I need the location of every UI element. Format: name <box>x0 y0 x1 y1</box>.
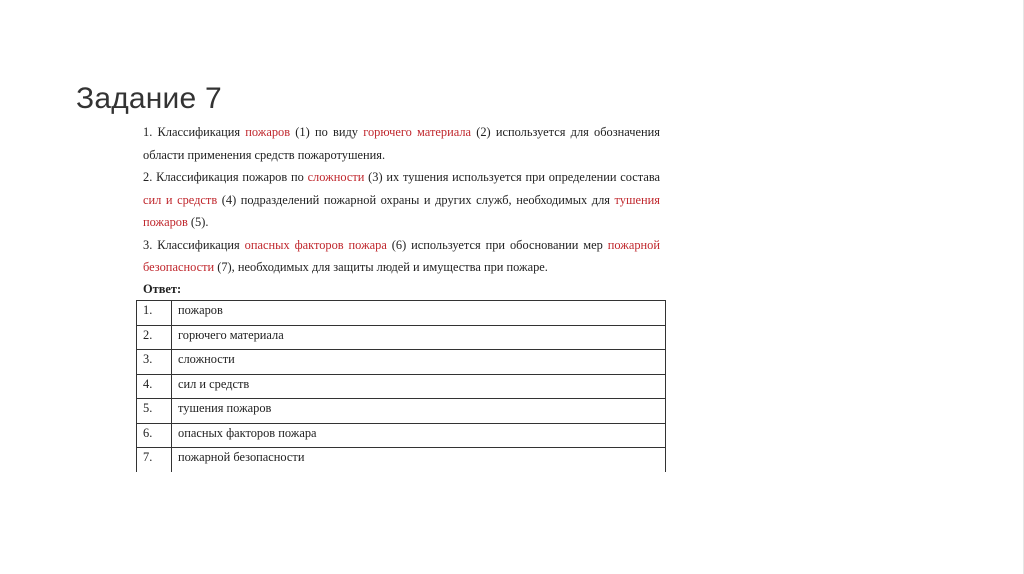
p1-highlight-1: пожаров <box>245 125 291 139</box>
answer-text: сложности <box>172 350 666 375</box>
answer-text: тушения пожаров <box>172 399 666 424</box>
answer-number: 5. <box>137 399 172 424</box>
answer-number: 1. <box>137 301 172 326</box>
paragraph-1 <box>143 121 660 166</box>
p3-highlight-2: пожарной безопасности <box>143 237 660 274</box>
p2-highlight-3: тушения пожаров <box>143 192 660 229</box>
table-row <box>137 399 666 424</box>
answer-text: горючего материала <box>172 325 666 350</box>
p1-text-3: (2) используется для обозначения области применения средств пожаротушения. <box>143 125 660 162</box>
table-crop-edge <box>136 476 667 478</box>
answer-number: 6. <box>137 423 172 448</box>
task-document <box>143 121 660 299</box>
paragraph-3 <box>143 234 660 279</box>
table-row <box>137 301 666 326</box>
table-row <box>137 350 666 375</box>
table-row <box>137 325 666 350</box>
answer-label: Ответ: <box>143 281 182 296</box>
p2-text-1: 2. Классификация пожаров по <box>143 170 308 184</box>
p2-highlight-2: сил и средств <box>143 192 218 207</box>
p3-highlight-1: опасных факторов пожара <box>244 237 387 252</box>
p3-text-1: 3. Классификация <box>143 237 245 252</box>
answer-number: 4. <box>137 374 172 399</box>
answer-number: 7. <box>137 448 172 472</box>
table-row <box>137 448 666 472</box>
answer-text: пожарной безопасности <box>172 448 666 472</box>
p1-highlight-2: горючего материала <box>363 125 472 139</box>
p2-text-4: (5). <box>187 215 209 229</box>
p1-text-2: (1) по виду <box>290 125 364 139</box>
p3-text-3: (7), необходимых для защиты людей и имущества при пожаре. <box>214 260 548 274</box>
p2-highlight-1: сложности <box>307 170 365 184</box>
table-row <box>137 423 666 448</box>
p3-text-2: (6) используется при обосновании мер <box>386 237 608 252</box>
answers-table <box>136 300 666 472</box>
p2-text-2: (3) их тушения используется при определении состава <box>364 170 661 184</box>
answer-text: опасных факторов пожара <box>172 423 666 448</box>
answer-number: 2. <box>137 325 172 350</box>
p1-text-1: 1. Классификация <box>143 125 246 139</box>
answer-text: пожаров <box>172 301 666 326</box>
table-row <box>137 374 666 399</box>
answer-text: сил и средств <box>172 374 666 399</box>
paragraph-2 <box>143 166 660 234</box>
p2-text-3: (4) подразделений пожарной охраны и других служб, необходимых для <box>217 192 615 207</box>
answer-number: 3. <box>137 350 172 375</box>
slide-title: Задание 7 <box>76 82 222 116</box>
